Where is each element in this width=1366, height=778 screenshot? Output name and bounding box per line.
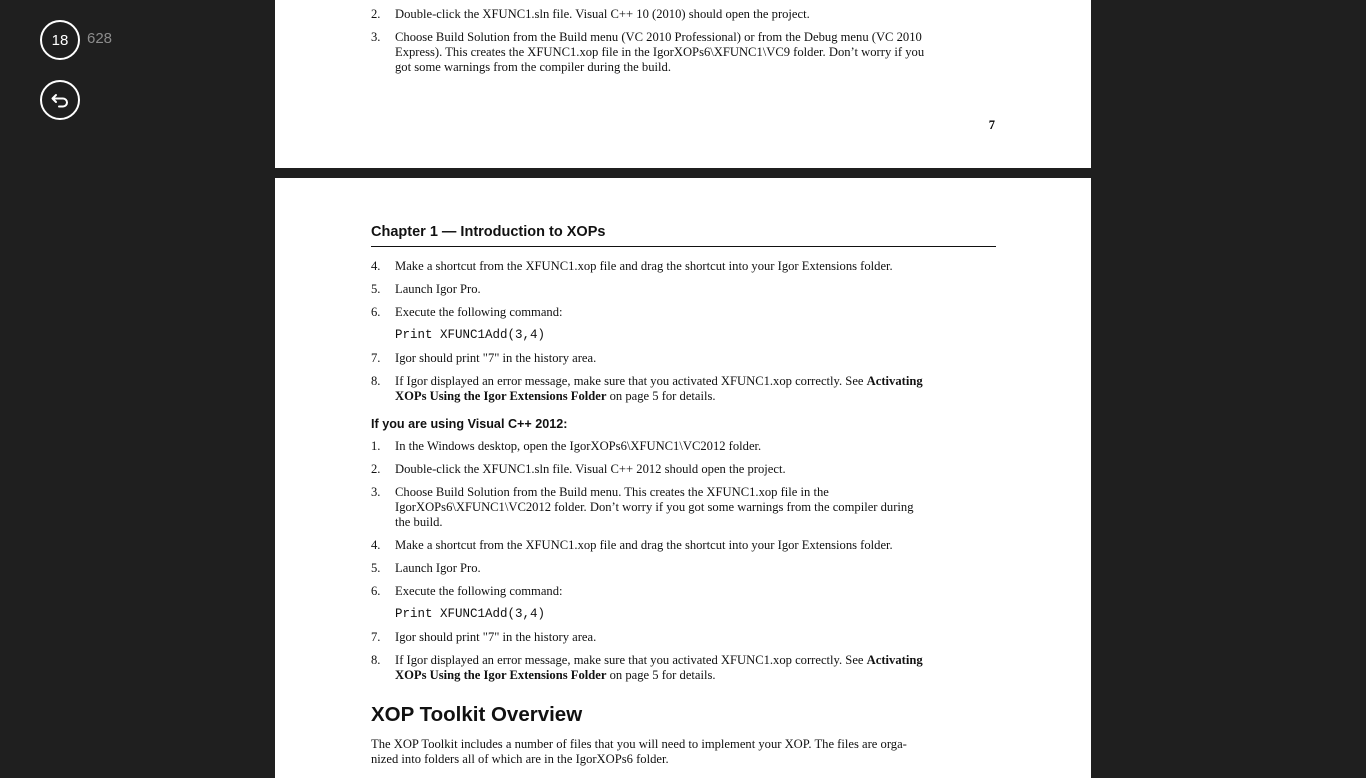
total-pages: 628 — [87, 30, 113, 47]
cross-reference-link[interactable]: XOPs Using the Igor Extensions Folder — [395, 389, 607, 403]
current-page-indicator[interactable] — [40, 20, 80, 60]
list-item: 6. Execute the following command: — [371, 305, 563, 319]
back-arrow-icon — [50, 90, 70, 110]
page-folio: 7 — [988, 118, 995, 132]
document-page-current — [275, 178, 1091, 778]
list-item: 2. Double-click the XFUNC1.sln file. Visual C++ 2012 should open the project. — [371, 462, 786, 476]
list-item: 3. Choose Build Solution from the Build menu. This creates the XFUNC1.xop file in the IgorXOPs6\XFUNC1\VC2012 folder. Don’t worry if you got some warnings from the compiler during the build. — [371, 485, 914, 529]
paragraph: The XOP Toolkit includes a number of files that you will need to implement your XOP. The files are orga- nized into folders all of which are in the IgorXOPs6 folder. — [371, 737, 907, 766]
cross-reference-link[interactable]: Activating — [866, 653, 923, 667]
list-item: 5. Launch Igor Pro. — [371, 282, 481, 296]
subheading: If you are using Visual C++ 2012: — [371, 417, 568, 431]
list-item: 4. Make a shortcut from the XFUNC1.xop file and drag the shortcut into your Igor Extensions folder. — [371, 259, 893, 273]
section-heading: XOP Toolkit Overview — [371, 703, 583, 726]
document-page-previous — [275, 0, 1091, 168]
list-item: 4. Make a shortcut from the XFUNC1.xop file and drag the shortcut into your Igor Extensions folder. — [371, 538, 893, 552]
list-item: 1. In the Windows desktop, open the IgorXOPs6\XFUNC1\VC2012 folder. — [371, 439, 762, 453]
back-button[interactable] — [40, 80, 80, 120]
code-sample: Print XFUNC1Add(3,4) — [395, 328, 546, 342]
current-page-number: 18 — [51, 31, 69, 49]
list-item: 6. Execute the following command: — [371, 584, 563, 598]
list-item: 3. Choose Build Solution from the Build menu (VC 2010 Professional) or from the Debug menu (VC 2010 Express). This creates the XFUNC1.xop file in the IgorXOPs6\XFUNC1\VC9 folder. Don’t worry if you got some warnings from the compiler during the build. — [371, 30, 925, 74]
list-item: 7. Igor should print "7" in the history area. — [371, 351, 597, 365]
chapter-heading: Chapter 1 — Introduction to XOPs — [371, 224, 996, 247]
list-item: 7. Igor should print "7" in the history area. — [371, 630, 597, 644]
cross-reference-link[interactable]: XOPs Using the Igor Extensions Folder — [395, 668, 607, 682]
list-item: 2. Double-click the XFUNC1.sln file. Visual C++ 10 (2010) should open the project. — [371, 7, 810, 21]
list-item: 8. If Igor displayed an error message, make sure that you activated XFUNC1.xop correctly. See Activating XOPs Using the Igor Extensions Folder on page 5 for details. — [371, 653, 923, 682]
list-item: 8. If Igor displayed an error message, make sure that you activated XFUNC1.xop correctly. See Activating XOPs Using the Igor Extensions Folder on page 5 for details. — [371, 374, 923, 403]
list-item: 5. Launch Igor Pro. — [371, 561, 481, 575]
cross-reference-link[interactable]: Activating — [866, 374, 923, 388]
code-sample: Print XFUNC1Add(3,4) — [395, 607, 546, 621]
